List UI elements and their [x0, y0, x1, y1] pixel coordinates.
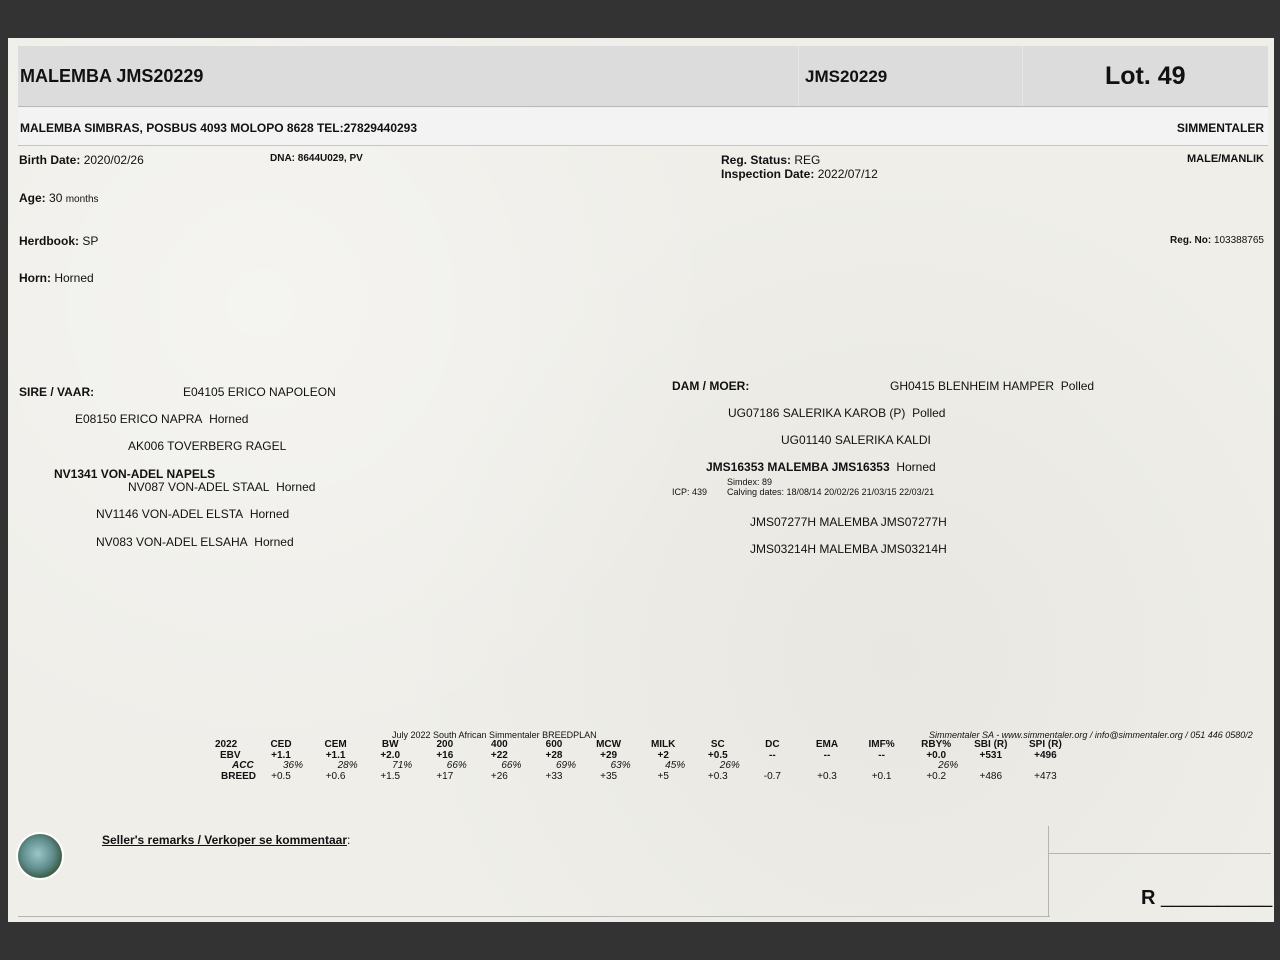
breedplan-ebv-cell: +0.5 [707, 750, 728, 761]
breedplan-breed-cell: +486 [979, 771, 1003, 782]
breedplan-breed-cell: +473 [1034, 771, 1057, 782]
breedplan-ebv-cell: +1.1 [325, 750, 346, 761]
seller-remarks: Seller's remarks / Verkoper se kommentaar: [102, 833, 351, 847]
dam-icp: ICP: 439 [672, 487, 708, 497]
breedplan-acc-cell: 26% [938, 760, 959, 771]
breedplan-breed-cell: +0.1 [871, 771, 892, 782]
price-prefix: R [1141, 887, 1156, 909]
breedplan-ebv-cell: -- [878, 750, 885, 761]
lot-sheet [8, 38, 1274, 922]
breedplan-ebv-cell: +29 [600, 750, 618, 761]
row-label-breed: BREED [221, 771, 257, 782]
breedplan-header-cell: SBI (R) [974, 739, 1008, 750]
sire-dam: NV1146 VON-ADEL ELSTA Horned [96, 507, 290, 521]
price-box-top [1048, 853, 1271, 854]
inspection-date: Inspection Date: 2022/07/12 [721, 167, 878, 181]
breedplan-ebv-cell: +531 [979, 750, 1003, 761]
horn: Horn: Horned [19, 271, 94, 285]
breedplan-breed-cell: +0.5 [271, 771, 291, 782]
title-bar [18, 46, 1268, 107]
breedplan-acc-cell: 26% [719, 760, 740, 771]
birth-date: Birth Date: 2020/02/26 [19, 153, 144, 167]
breedplan-breed-cell: +0.3 [707, 771, 728, 782]
breedplan-breed-cell: +26 [490, 771, 508, 782]
row-label-ebv: EBV [220, 750, 241, 761]
breedplan-header-cell: CEM [324, 739, 347, 750]
sire-dam-dam: NV083 VON-ADEL ELSAHA Horned [96, 535, 294, 549]
breedplan-ebv-cell: +22 [490, 750, 508, 761]
breedplan-header-cell: 200 [436, 739, 454, 750]
breedplan-header-cell: MILK [650, 739, 676, 750]
breedplan-breed-cell: +17 [436, 771, 454, 782]
dam-label: DAM / MOER: [672, 379, 750, 393]
breedplan-header-cell: DC [765, 739, 780, 750]
dam-sire-sire: GH0415 BLENHEIM HAMPER Polled [890, 379, 1095, 393]
breedplan-ebv-cell: +28 [545, 750, 563, 761]
breedplan-breed-cell: +0.3 [817, 771, 837, 782]
breedplan-acc-cell: 63% [610, 760, 631, 771]
breedplan-credit: Simmentaler SA - www.simmentaler.org / info@simmentaler.org / 051 446 0580/2 [929, 730, 1253, 740]
breeder-bar [18, 108, 1268, 146]
breedplan-acc-cell: 28% [337, 760, 358, 771]
breedplan-acc-cell: 66% [446, 760, 467, 771]
breedplan-acc-cell: 66% [501, 760, 522, 771]
breedplan-acc-cell: 71% [392, 760, 413, 771]
animal-id: JMS20229 [805, 67, 888, 86]
breedplan-header-cell: RBY% [921, 739, 952, 750]
breedplan-breed-cell: -0.7 [763, 771, 781, 782]
breedplan-header-cell: CED [270, 739, 292, 750]
breedplan-ebv-cell: +496 [1034, 750, 1057, 761]
breedplan-ebv-cell: +2.0 [380, 750, 401, 761]
breedplan-header-cell: 400 [491, 739, 508, 750]
breedplan-ebv-cell: -- [823, 750, 831, 761]
reg-status: Reg. Status: REG [721, 153, 821, 167]
breedplan-breed-cell: +1.5 [380, 771, 401, 782]
breedplan-ebv-cell: -- [769, 750, 776, 761]
breedplan-ebv-cell: +16 [436, 750, 454, 761]
breedplan-breed-cell: +33 [545, 771, 563, 782]
breedplan-acc-cell: 36% [282, 760, 303, 771]
breedplan-acc-cell: 45% [665, 760, 686, 771]
breedplan-breed-cell: +5 [657, 771, 669, 782]
price-box-divider [1048, 826, 1049, 917]
sire-dam-sire: NV087 VON-ADEL STAAL Horned [128, 480, 316, 494]
dam-sire: UG07186 SALERIKA KAROB (P) Polled [728, 406, 946, 420]
dam-sire-dam: UG01140 SALERIKA KALDI [781, 433, 931, 447]
dam-calving-dates: Calving dates: 18/08/14 20/02/26 21/03/15 22/03/21 [727, 487, 935, 497]
breedplan-breed-cell: +0.2 [926, 771, 947, 782]
breedplan-header-cell: 600 [545, 739, 563, 750]
breeder-line: MALEMBA SIMBRAS, POSBUS 4093 MOLOPO 8628 TEL:27829440293 [20, 121, 418, 135]
breedplan-header-cell: IMF% [868, 739, 895, 750]
dam-dam-sire: JMS07277H MALEMBA JMS07277H [750, 515, 947, 529]
reg-no: Reg. No: 103388765 [1170, 235, 1264, 246]
sire-name: NV1341 VON-ADEL NAPELS [54, 467, 216, 481]
breedplan-breed-cell: +35 [600, 771, 618, 782]
sex: MALE/MANLIK [1187, 153, 1264, 165]
breedplan-header-cell: SPI (R) [1029, 739, 1062, 750]
breedplan-ebv-cell: +1.1 [271, 750, 291, 761]
animal-title: MALEMBA JMS20229 [20, 66, 204, 86]
breedplan-acc-cell: 69% [555, 760, 576, 771]
sire-sire-sire: E04105 ERICO NAPOLEON [183, 385, 336, 399]
breedplan-header-cell: BW [381, 739, 399, 750]
society-logo-icon [18, 834, 62, 878]
breedplan-caption: July 2022 South African Simmentaler BREEDPLAN [392, 730, 597, 740]
breedplan-year: 2022 [215, 739, 238, 750]
sire-sire: E08150 ERICO NAPRA Horned [75, 412, 249, 426]
herdbook: Herdbook: SP [19, 234, 99, 248]
breedplan-ebv-cell: +0.0 [926, 750, 947, 761]
dam-name: JMS16353 MALEMBA JMS16353 Horned [706, 460, 936, 474]
price-input[interactable]: __________ [1161, 886, 1273, 908]
dam-simdex: Simdex: 89 [727, 477, 773, 487]
footer-rule [18, 916, 1050, 917]
breedplan-ebv-cell: +2 [657, 750, 669, 761]
row-label-acc: ACC [232, 760, 254, 771]
breedplan-breed-cell: +0.6 [325, 771, 346, 782]
breed-name: SIMMENTALER [1176, 121, 1264, 135]
age: Age: 30 months [19, 191, 99, 205]
dam-dam: JMS03214H MALEMBA JMS03214H [750, 542, 947, 556]
sire-label: SIRE / VAAR: [19, 385, 95, 399]
sire-sire-dam: AK006 TOVERBERG RAGEL [128, 439, 287, 453]
lot-number: Lot. 49 [1105, 62, 1186, 90]
breedplan-header-cell: EMA [815, 739, 839, 750]
breedplan-header-cell: SC [710, 739, 725, 750]
dna-info: DNA: 8644U029, PV [270, 153, 363, 164]
breedplan-header-cell: MCW [596, 739, 622, 750]
